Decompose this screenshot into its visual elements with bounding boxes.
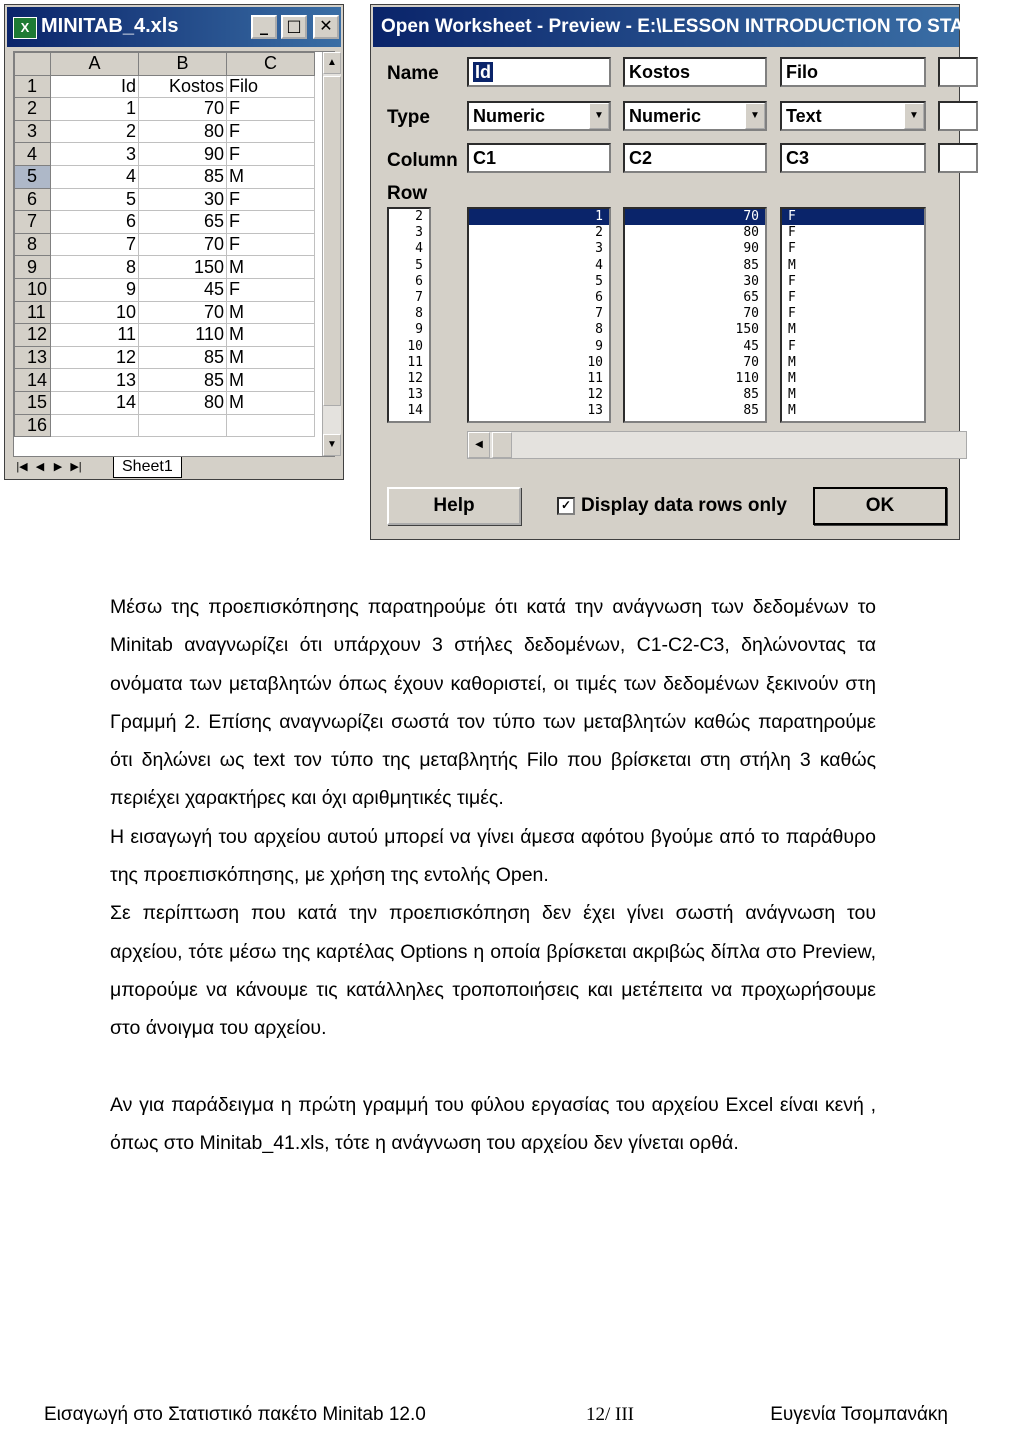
next-sheet-icon[interactable]: ▶	[53, 461, 63, 473]
cell-b[interactable]: 90	[139, 143, 227, 166]
spreadsheet-table	[14, 52, 315, 437]
type-select-1-value: Numeric	[473, 106, 546, 126]
list-item[interactable]: F	[788, 241, 796, 257]
list-item[interactable]: 2	[415, 209, 423, 224]
list-item[interactable]: 70	[743, 306, 759, 322]
horizontal-scrollbar[interactable]	[467, 431, 967, 459]
cell-c[interactable]: M	[227, 369, 315, 392]
cell-a[interactable]: 2	[51, 120, 139, 143]
cell-a[interactable]: 10	[51, 301, 139, 324]
table-row	[15, 211, 315, 234]
scroll-thumb[interactable]	[492, 432, 512, 458]
list-item[interactable]: M	[788, 387, 796, 403]
checkbox-label: Display data rows only	[581, 495, 787, 516]
type-select-1[interactable]	[467, 101, 611, 131]
cell-b[interactable]: 45	[139, 278, 227, 301]
list-item[interactable]: 80	[743, 225, 759, 241]
list-item[interactable]: F	[788, 338, 796, 354]
column-header-b[interactable]: B	[139, 53, 227, 76]
list-item[interactable]: 70	[625, 209, 765, 225]
cell-c[interactable]: F	[227, 188, 315, 211]
column-3-data-list[interactable]	[780, 207, 926, 423]
cell-c[interactable]: F	[227, 98, 315, 121]
row-header[interactable]: 14	[15, 369, 51, 392]
paragraph-1: Μέσω της προεπισκόπησης παρατηρούμε ότι κατά την ανάγνωση των δεδομένων το Minitab αναγνωρίζει ότι υπάρχουν 3 στήλες δεδομένων, C1-C2-C3, δηλώνοντας τα ονόματα των μεταβλητών όπως έχουν καθοριστεί, οι τιμές των δεδομένων ξεκινούν στη Γραμμή 2. Επίσης αναγνωρίζει σωστά τον τύπο των μεταβλητών καθώς παρατηρούμε ότι δηλώνει ως text τον τύπο της μεταβλητής Filo που βρίσκεται στη στήλη 3 καθώς περιέχει χαρακτήρες και όχι αριθμητικές τιμές.	[110, 596, 876, 810]
checkmark-icon[interactable]: ✓	[557, 497, 575, 515]
page-footer	[44, 1404, 948, 1432]
column-2-data-list[interactable]	[623, 207, 767, 423]
cell-b[interactable]: 85	[139, 165, 227, 188]
table-row	[15, 165, 315, 188]
name-field-1-value: Id	[475, 62, 491, 82]
cell-a[interactable]: 7	[51, 233, 139, 256]
cell-b[interactable]: 65	[139, 211, 227, 234]
dialog-title: Open Worksheet - Preview - E:\LESSON INTRODUCTION TO STATISTICS	[373, 7, 959, 47]
list-item[interactable]: 5	[595, 273, 603, 289]
table-row	[15, 143, 315, 166]
scroll-down-icon[interactable]: ▼	[323, 434, 341, 456]
footer-course-title: Εισαγωγή στο Στατιστικό πακέτο Minitab 12.0	[44, 1404, 426, 1425]
cell-c[interactable]: Filo	[227, 75, 315, 98]
name-field-4[interactable]	[938, 57, 978, 87]
ok-button[interactable]: OK	[813, 487, 947, 525]
prev-sheet-icon[interactable]: ◀	[35, 461, 45, 473]
list-item[interactable]: 6	[595, 289, 603, 305]
scroll-up-icon[interactable]: ▲	[323, 52, 341, 74]
cell-c[interactable]: M	[227, 391, 315, 414]
footer-author: Ευγενία Τσομπανάκη	[770, 1404, 948, 1425]
list-item[interactable]: 4	[595, 257, 603, 273]
list-item[interactable]: 8	[415, 306, 423, 322]
list-item[interactable]: 13	[407, 387, 423, 403]
column-label: Column	[387, 150, 458, 171]
list-item[interactable]: 12	[407, 370, 423, 386]
cell-c[interactable]: F	[227, 233, 315, 256]
list-item[interactable]: 13	[587, 403, 603, 419]
type-select-2[interactable]	[623, 101, 767, 131]
scroll-thumb[interactable]	[323, 76, 341, 406]
list-item[interactable]: 6	[415, 273, 423, 289]
chevron-down-icon[interactable]: ▼	[904, 103, 924, 129]
footer-page-number: 12/ III	[586, 1404, 635, 1425]
cell-a[interactable]	[51, 414, 139, 437]
chevron-down-icon[interactable]: ▼	[745, 103, 765, 129]
scroll-left-icon[interactable]: ◀	[468, 432, 490, 458]
table-row	[15, 324, 315, 347]
cell-c[interactable]: M	[227, 301, 315, 324]
table-row	[15, 256, 315, 279]
list-item[interactable]: 9	[415, 322, 423, 338]
table-row	[15, 346, 315, 369]
row-header[interactable]: 2	[15, 98, 51, 121]
maximize-icon[interactable]: □	[281, 15, 307, 39]
select-all-corner[interactable]	[15, 53, 51, 76]
column-field-2[interactable]: C2	[623, 143, 767, 173]
cell-b[interactable]: 30	[139, 188, 227, 211]
cell-c[interactable]: M	[227, 256, 315, 279]
list-item[interactable]: 10	[587, 354, 603, 370]
cell-b[interactable]: 80	[139, 391, 227, 414]
list-item[interactable]: M	[788, 257, 796, 273]
list-item[interactable]: 90	[743, 241, 759, 257]
cell-c[interactable]: F	[227, 143, 315, 166]
paragraph-2: Η εισαγωγή του αρχείου αυτού μπορεί να γίνει άμεσα αφότου βγούμε από το παράθυρο της προεπισκόπησης, με χρήση της εντολής Open.	[110, 825, 876, 887]
name-field-2[interactable]: Kostos	[623, 57, 767, 87]
table-row	[15, 391, 315, 414]
column-field-1[interactable]: C1	[467, 143, 611, 173]
list-item[interactable]: 11	[587, 370, 603, 386]
cell-a[interactable]: 8	[51, 256, 139, 279]
cell-c[interactable]: F	[227, 211, 315, 234]
list-item[interactable]: 7	[415, 289, 423, 305]
row-header[interactable]: 10	[15, 278, 51, 301]
type-select-2-value: Numeric	[629, 106, 702, 126]
table-row	[15, 233, 315, 256]
list-item[interactable]: 65	[743, 289, 759, 305]
list-item[interactable]: 14	[407, 403, 423, 419]
cell-a[interactable]: Id	[51, 75, 139, 98]
row-header[interactable]: 5	[15, 165, 51, 188]
name-field-1[interactable]	[467, 57, 611, 87]
list-item[interactable]: 4	[415, 241, 423, 257]
chevron-down-icon[interactable]: ▼	[589, 103, 609, 129]
row-header[interactable]: 8	[15, 233, 51, 256]
row-header[interactable]: 6	[15, 188, 51, 211]
list-item[interactable]: M	[788, 370, 796, 386]
last-sheet-icon[interactable]: ▶|	[70, 461, 82, 473]
vertical-scrollbar[interactable]	[322, 52, 341, 456]
list-item[interactable]: 30	[743, 273, 759, 289]
table-row	[15, 188, 315, 211]
row-header[interactable]: 13	[15, 346, 51, 369]
list-item[interactable]: F	[782, 209, 924, 225]
cell-a[interactable]: 12	[51, 346, 139, 369]
column-header-a[interactable]: A	[51, 53, 139, 76]
paragraph-3: Σε περίπτωση που κατά την προεπισκόπηση δεν έχει γίνει σωστή ανάγνωση του αρχείου, τότε μέσω της καρτέλας Options η οποία βρίσκεται ακριβώς δίπλα στο Preview, μπορούμε να κάνουμε τις κατάλληλες τροποποιήσεις και μετέπειτα να προχωρήσουμε στο άνοιγμα του αρχείου.	[110, 902, 876, 1040]
cell-c[interactable]: M	[227, 346, 315, 369]
table-row	[15, 414, 315, 437]
list-item[interactable]: 45	[743, 338, 759, 354]
cell-b[interactable]: 110	[139, 324, 227, 347]
list-item[interactable]: 2	[595, 225, 603, 241]
cell-b[interactable]	[139, 414, 227, 437]
cell-b[interactable]: 70	[139, 233, 227, 256]
row-header[interactable]: 16	[15, 414, 51, 437]
cell-b[interactable]: 80	[139, 120, 227, 143]
list-item[interactable]: 85	[743, 403, 759, 419]
cell-b[interactable]: 70	[139, 98, 227, 121]
display-data-rows-only-checkbox[interactable]	[557, 495, 787, 517]
cell-b[interactable]: Kostos	[139, 75, 227, 98]
cell-a[interactable]: 4	[51, 165, 139, 188]
cell-a[interactable]: 3	[51, 143, 139, 166]
row-header[interactable]: 11	[15, 301, 51, 324]
excel-window	[4, 4, 344, 480]
list-item[interactable]: 85	[743, 257, 759, 273]
row-header[interactable]: 7	[15, 211, 51, 234]
list-item[interactable]: 3	[415, 225, 423, 241]
help-button[interactable]: Help	[387, 487, 521, 525]
row-header[interactable]: 1	[15, 75, 51, 98]
list-item[interactable]: F	[788, 306, 796, 322]
type-select-4[interactable]	[938, 101, 978, 131]
row-header[interactable]: 4	[15, 143, 51, 166]
table-row	[15, 120, 315, 143]
list-item[interactable]: M	[788, 403, 796, 419]
list-item[interactable]: 5	[415, 257, 423, 273]
cell-a[interactable]: 11	[51, 324, 139, 347]
sheet-tab-bar	[13, 457, 333, 477]
list-item[interactable]: 7	[595, 306, 603, 322]
list-item[interactable]: M	[788, 322, 796, 338]
column-field-4[interactable]	[938, 143, 978, 173]
cell-b[interactable]: 85	[139, 369, 227, 392]
type-select-3[interactable]	[780, 101, 926, 131]
minimize-icon[interactable]: _	[251, 15, 277, 39]
cell-c[interactable]: F	[227, 120, 315, 143]
row-header[interactable]: 15	[15, 391, 51, 414]
list-item[interactable]: 70	[743, 354, 759, 370]
spreadsheet-grid	[13, 51, 335, 457]
row-header[interactable]: 12	[15, 324, 51, 347]
column-field-3[interactable]: C3	[780, 143, 926, 173]
name-field-3[interactable]: Filo	[780, 57, 926, 87]
column-1-data-list[interactable]	[467, 207, 611, 423]
document-body	[110, 588, 876, 1162]
list-item[interactable]: 9	[595, 338, 603, 354]
excel-window-title: MINITAB_4.xls	[41, 15, 179, 37]
table-row	[15, 369, 315, 392]
row-header[interactable]: 3	[15, 120, 51, 143]
row-number-list[interactable]	[387, 207, 431, 423]
name-label: Name	[387, 63, 439, 84]
list-item[interactable]: 10	[407, 338, 423, 354]
close-icon[interactable]: ✕	[313, 15, 339, 39]
cell-b[interactable]: 150	[139, 256, 227, 279]
sheet-tab-sheet1[interactable]: Sheet1	[113, 457, 182, 478]
cell-c[interactable]	[227, 414, 315, 437]
first-sheet-icon[interactable]: |◀	[16, 461, 28, 473]
type-label: Type	[387, 107, 430, 128]
table-row	[15, 98, 315, 121]
row-header[interactable]: 9	[15, 256, 51, 279]
cell-c[interactable]: F	[227, 278, 315, 301]
list-item[interactable]: 8	[595, 322, 603, 338]
excel-app-icon[interactable]: X	[13, 17, 37, 39]
cell-a[interactable]: 5	[51, 188, 139, 211]
table-row	[15, 278, 315, 301]
cell-a[interactable]: 9	[51, 278, 139, 301]
cell-a[interactable]: 6	[51, 211, 139, 234]
cell-b[interactable]: 70	[139, 301, 227, 324]
cell-a[interactable]: 14	[51, 391, 139, 414]
list-item[interactable]: F	[788, 225, 796, 241]
list-item[interactable]: 85	[743, 387, 759, 403]
list-item[interactable]: 150	[735, 322, 759, 338]
list-item[interactable]: F	[788, 289, 796, 305]
cell-c[interactable]: M	[227, 165, 315, 188]
column-header-c[interactable]: C	[227, 53, 315, 76]
cell-a[interactable]: 13	[51, 369, 139, 392]
table-row	[15, 301, 315, 324]
list-item[interactable]: 3	[595, 241, 603, 257]
excel-titlebar[interactable]	[7, 7, 341, 47]
cell-a[interactable]: 1	[51, 98, 139, 121]
list-item[interactable]: F	[788, 273, 796, 289]
cell-b[interactable]: 85	[139, 346, 227, 369]
row-label: Row	[387, 183, 428, 204]
open-worksheet-preview-dialog	[370, 4, 1035, 540]
list-item[interactable]: 12	[587, 387, 603, 403]
list-item[interactable]: 1	[469, 209, 609, 225]
paragraph-4: Αν για παράδειγμα η πρώτη γραμμή του φύλου εργασίας του αρχείου Excel είναι κενή , όπως στο Minitab_41.xls, τότε η ανάγνωση του αρχείου δεν γίνεται ορθά.	[110, 1093, 876, 1154]
table-row	[15, 75, 315, 98]
cell-c[interactable]: M	[227, 324, 315, 347]
list-item[interactable]: 11	[407, 354, 423, 370]
type-select-3-value: Text	[786, 106, 822, 126]
list-item[interactable]: M	[788, 354, 796, 370]
list-item[interactable]: 110	[735, 370, 759, 386]
